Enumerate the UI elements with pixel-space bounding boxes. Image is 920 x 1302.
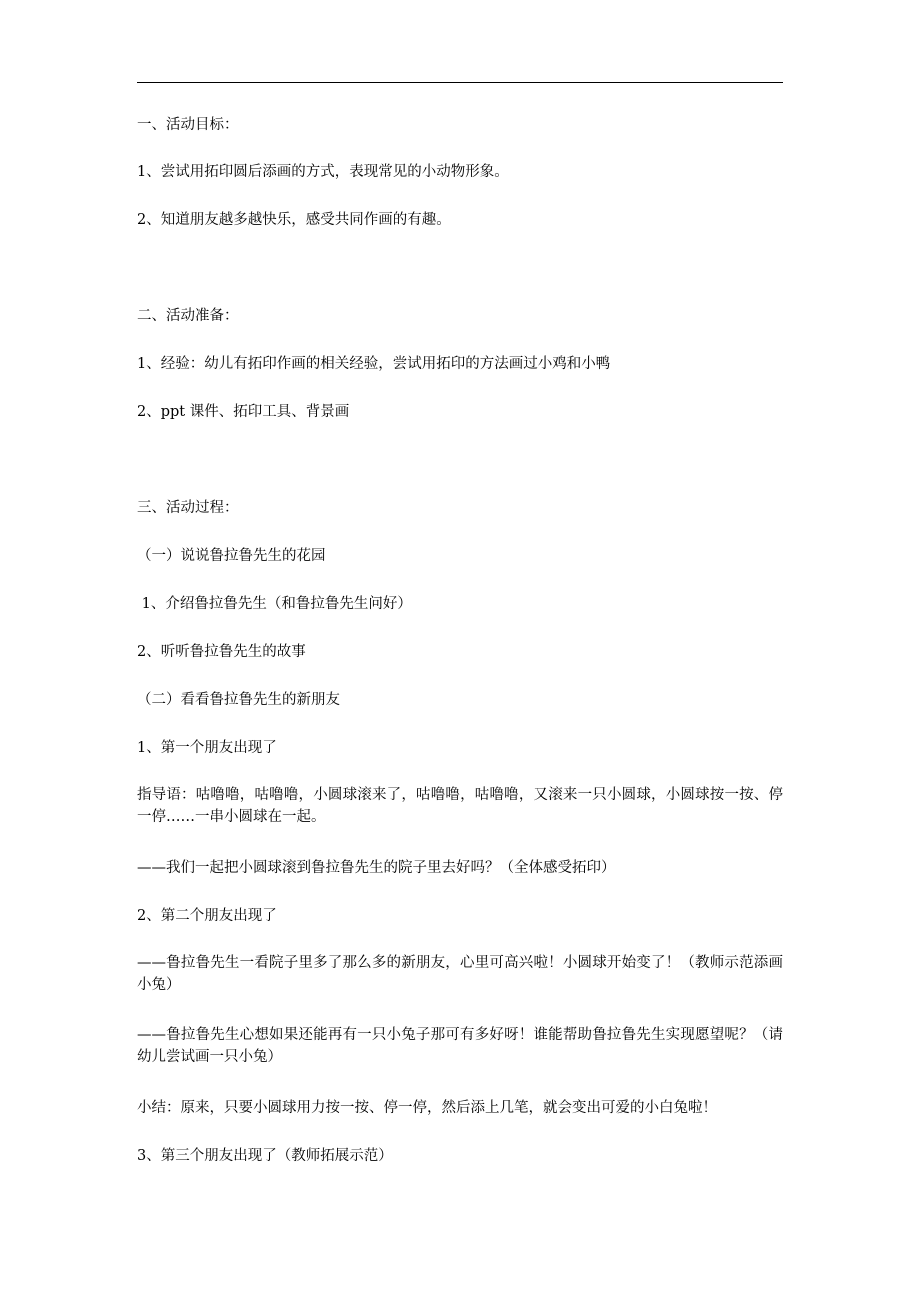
- section-heading-goals: 一、活动目标：: [137, 117, 239, 133]
- process-paragraph: ——我们一起把小圆球滚到鲁拉鲁先生的院子里去好吗？（全体感受拓印）: [137, 860, 616, 876]
- process-subheading-1: （一）说说鲁拉鲁先生的花园: [137, 548, 326, 564]
- process-paragraph: 2、听听鲁拉鲁先生的故事: [137, 644, 306, 660]
- section-heading-process: 三、活动过程：: [137, 500, 239, 516]
- goal-item-2: 2、知道朋友越多越快乐，感受共同作画的有趣。: [137, 212, 451, 228]
- header-rule: [137, 82, 783, 83]
- process-paragraph: 1、第一个朋友出现了: [137, 740, 277, 756]
- process-paragraph: 1、介绍鲁拉鲁先生（和鲁拉鲁先生问好）: [137, 596, 412, 612]
- goal-item-1: 1、尝试用拓印圆后添画的方式，表现常见的小动物形象。: [137, 164, 509, 180]
- preparation-item-2: 2、ppt 课件、拓印工具、背景画: [137, 404, 350, 420]
- process-subheading-2: （二）看看鲁拉鲁先生的新朋友: [137, 692, 340, 708]
- guidance-paragraph: 指导语：咕噜噜，咕噜噜，小圆球滚来了，咕噜噜，咕噜噜，又滚来一只小圆球，小圆球按一按、停一停……一串小圆球在一起。: [137, 787, 783, 825]
- summary-paragraph: 小结：原来，只要小圆球用力按一按、停一停，然后添上几笔，就会变出可爱的小白兔啦！: [137, 1100, 717, 1116]
- process-paragraph: ——鲁拉鲁先生一看院子里多了那么多的新朋友，心里可高兴啦！小圆球开始变了！（教师示范添画小兔）: [137, 955, 783, 993]
- process-paragraph: 2、第二个朋友出现了: [137, 908, 277, 924]
- process-paragraph: 3、第三个朋友出现了（教师拓展示范）: [137, 1148, 393, 1164]
- section-heading-preparation: 二、活动准备：: [137, 308, 239, 324]
- process-paragraph: ——鲁拉鲁先生心想如果还能再有一只小兔子那可有多好呀！谁能帮助鲁拉鲁先生实现愿望呢？（请幼儿尝试画一只小兔）: [137, 1027, 783, 1065]
- preparation-item-1: 1、经验：幼儿有拓印作画的相关经验，尝试用拓印的方法画过小鸡和小鸭: [137, 356, 611, 372]
